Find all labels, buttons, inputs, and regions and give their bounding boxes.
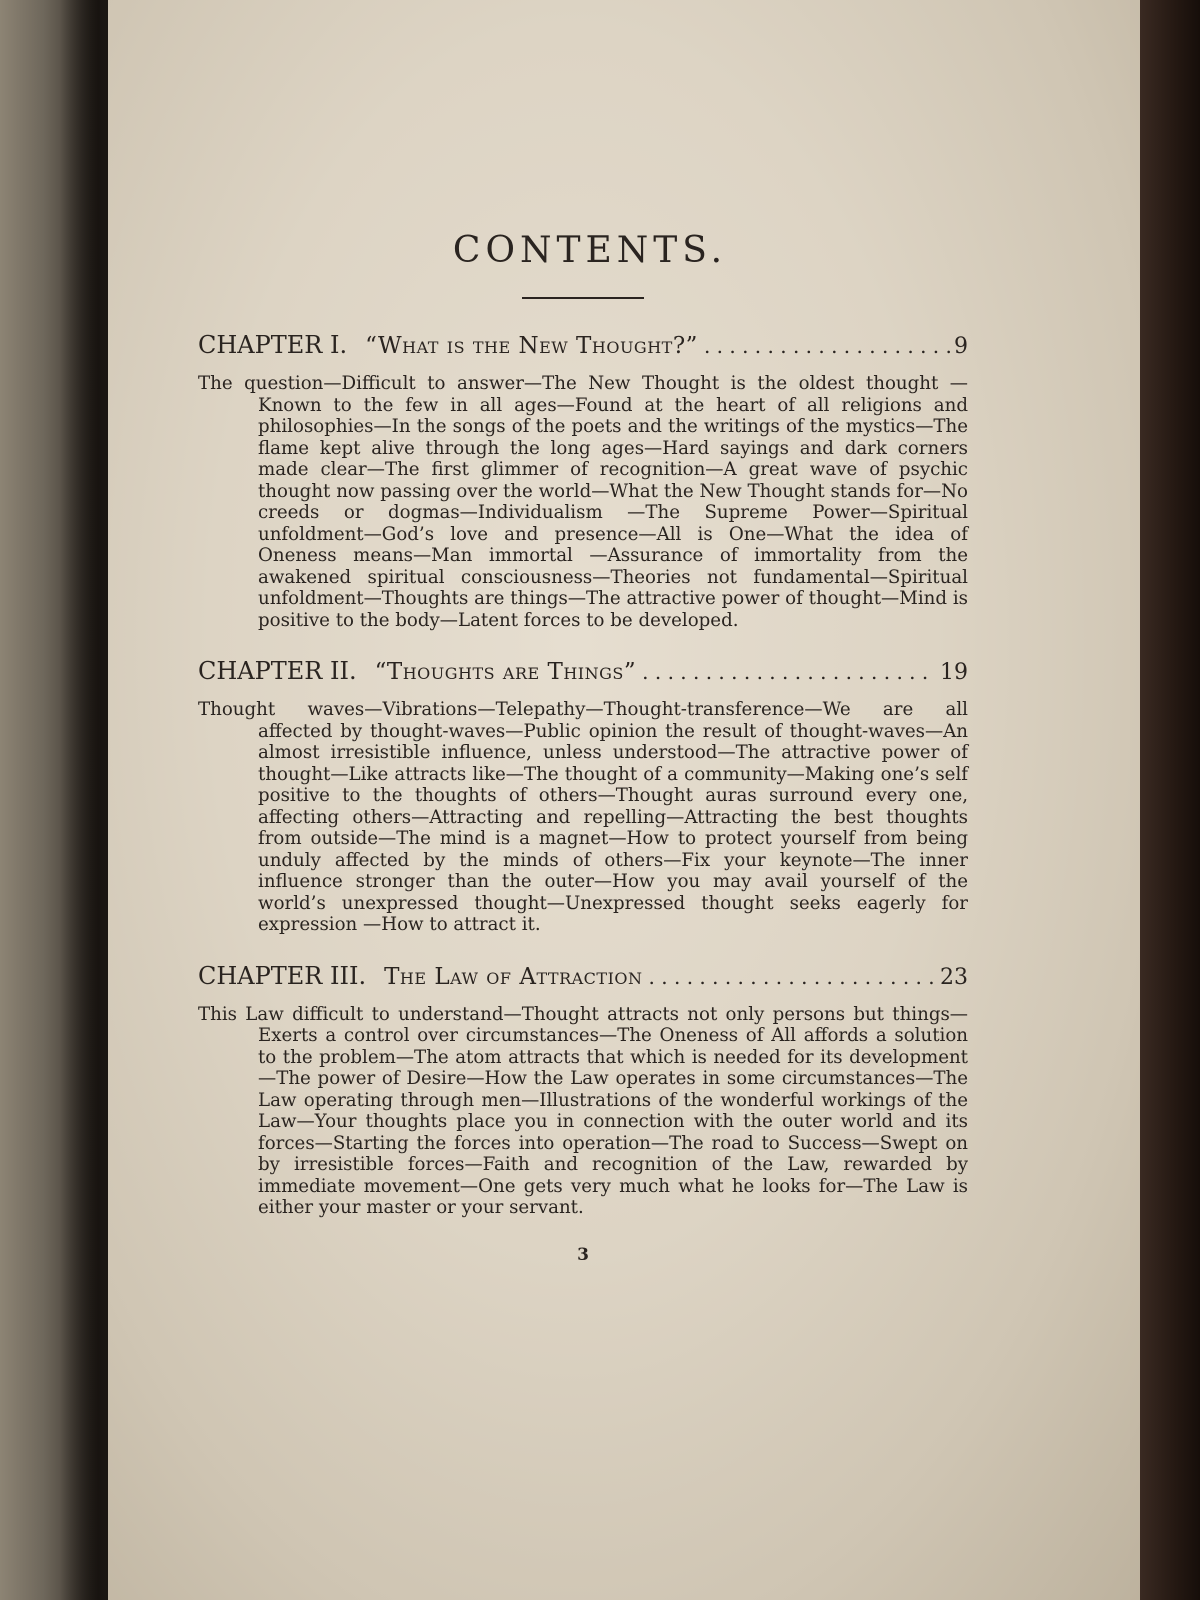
chapter-heading [198,331,968,359]
chapter-number: CHAPTER III. [198,961,367,990]
chapter-page-number: 19 [940,660,968,685]
chapter-summary: The question—Difficult to answer—The New Thought is the oldest thought —Known to the few in all ages—Found at the heart of all religions and philosophies—In the songs of the poets and the writings of the mystics—The flame kept alive through the long ages—Hard sayings and dark corners made clear—The first glimmer of recognition—A great wave of psychic thought now passing over the world—What the New Thought stands for—No creeds or dogmas—Individualism —The Supreme Power—Spiritual unfoldment—God’s love and presence—All is One—What the idea of Oneness means—Man immortal —Assurance of immortality from the awakened spiritual consciousness—Theories not fundamental—Spiritual unfoldment—Thoughts are things—The attractive power of thought—Mind is positive to the body—Latent forces to be developed. [198,373,968,631]
chapter-entry-3 [198,962,968,1219]
chapter-number: CHAPTER II. [198,657,357,685]
chapter-summary: Thought waves—Vibrations—Telepathy—Thought-transference—We are all affected by thought-waves—Public opinion the result of thought-waves—An almost irresistible influence, unless understood—The attractive power of thought—Like attracts like—The thought of a community—Making one’s self positive to the thoughts of others—Thought auras surround every one, affecting others—Attracting and repelling—Attracting the best thoughts from outside—The mind is a magnet—How to protect yourself from being unduly affected by the minds of others—Fix your keynote—The inner influence stronger than the outer—How you may avail yourself of the world’s unexpressed thought—Unexpressed thought seeks eagerly for expression —How to attract it. [198,699,968,935]
chapter-entry-1 [198,331,968,631]
dot-leader [643,965,936,989]
chapter-page-number: 23 [940,964,968,990]
dot-leader [698,334,950,358]
chapter-title: “Thoughts are Things” [374,659,637,685]
chapter-summary: This Law difficult to understand—Thought attracts not only persons but things—Exerts a control over circumstances—The Oneness of All affords a solution to the problem—The atom attracts that which is needed for its development—The power of Desire—How the Law operates in some circumstances—The Law operating through men—Illustrations of the wonderful workings of the Law—Your thoughts place you in connection with the outer world and its forces—Starting the forces into operation—The road to Success—Swept on by irresistible forces—Faith and recognition of the Law, rewarded by immediate movement—One gets very much what he looks for—The Law is either your master or your servant. [198,1003,968,1218]
chapter-page-number: 9 [954,334,968,359]
chapter-heading [198,657,968,685]
dot-leader [636,660,936,684]
chapter-title: The Law of Attraction [384,963,643,990]
book-cover-edge [1140,0,1200,1600]
title-rule [522,297,644,299]
chapter-heading [198,962,968,990]
chapter-entry-2 [198,657,968,936]
contents-block [198,230,968,1265]
chapter-number: CHAPTER I. [198,331,348,359]
page-title: CONTENTS. [452,230,728,271]
chapter-title: “What is the New Thought?” [365,333,698,359]
page-number: 3 [577,1244,589,1265]
contents-page [108,0,1140,1600]
